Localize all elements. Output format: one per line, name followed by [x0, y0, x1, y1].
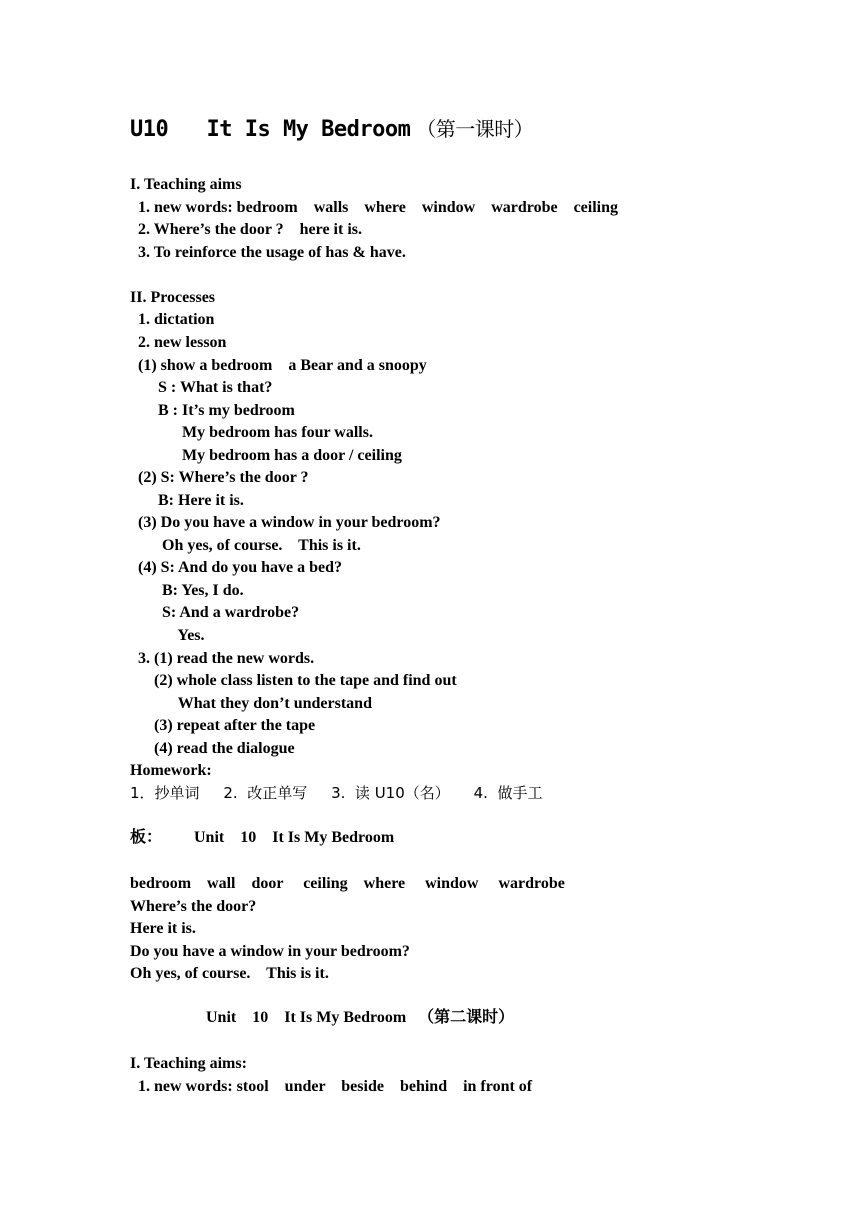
section-heading-processes: II. Processes	[130, 289, 216, 306]
dialogue-line: (3) Do you have a window in your bedroom?	[130, 514, 441, 531]
dialogue-line: B : It’s my bedroom	[130, 402, 295, 419]
lesson-title-period: （第一课时）	[410, 117, 534, 141]
section-heading-teaching-aims-2: I. Teaching aims:	[130, 1055, 247, 1072]
dialogue-line: S: And a wardrobe?	[130, 604, 300, 621]
dialogue-line: B: Here it is.	[130, 492, 244, 509]
section-heading-teaching-aims: I. Teaching aims	[130, 176, 242, 193]
aim-item: 3. To reinforce the usage of has & have.	[130, 244, 406, 261]
lesson-title-main: U10 It Is My Bedroom	[130, 117, 411, 142]
process-item: 1. dictation	[130, 311, 215, 328]
dialogue-line: My bedroom has four walls.	[130, 424, 373, 441]
blackboard-words: bedroom wall door ceiling where window wardrobe	[130, 875, 565, 892]
blackboard-line: Where’s the door?	[130, 898, 257, 915]
dialogue-line: Yes.	[130, 627, 205, 644]
process-item: 2. new lesson	[130, 334, 227, 351]
blackboard-line: Oh yes, of course. This is it.	[130, 965, 329, 982]
dialogue-line: B: Yes, I do.	[130, 582, 244, 599]
second-lesson-title: Unit 10 It Is My Bedroom （第二课时）	[130, 1009, 515, 1026]
dialogue-line: (2) S: Where’s the door ?	[130, 469, 309, 486]
blackboard-line: Here it is.	[130, 920, 196, 937]
process-item: (4) read the dialogue	[130, 740, 295, 757]
process-item: What they don’t understand	[130, 695, 372, 712]
aim-item: 1. new words: bedroom walls where window wardrobe ceiling	[130, 199, 618, 216]
homework-items: 1．抄单词 2. 改正单写 3. 读 U10（名） 4. 做手工	[130, 784, 543, 802]
process-item: (3) repeat after the tape	[130, 717, 316, 734]
homework-heading: Homework:	[130, 762, 212, 779]
blackboard-heading: 板： Unit 10 It Is My Bedroom	[130, 829, 395, 846]
process-item: (1) show a bedroom a Bear and a snoopy	[130, 357, 427, 374]
dialogue-line: My bedroom has a door / ceiling	[130, 447, 402, 464]
dialogue-line: (4) S: And do you have a bed?	[130, 559, 343, 576]
lesson-title	[130, 113, 533, 142]
dialogue-line: Oh yes, of course. This is it.	[130, 537, 361, 554]
aim-item: 1. new words: stool under beside behind in front of	[130, 1078, 533, 1095]
aim-item: 2. Where’s the door ? here it is.	[130, 221, 362, 238]
dialogue-line: S : What is that?	[130, 379, 273, 396]
blackboard-line: Do you have a window in your bedroom?	[130, 943, 410, 960]
process-item: 3. (1) read the new words.	[130, 650, 315, 667]
process-item: (2) whole class listen to the tape and find out	[130, 672, 457, 689]
